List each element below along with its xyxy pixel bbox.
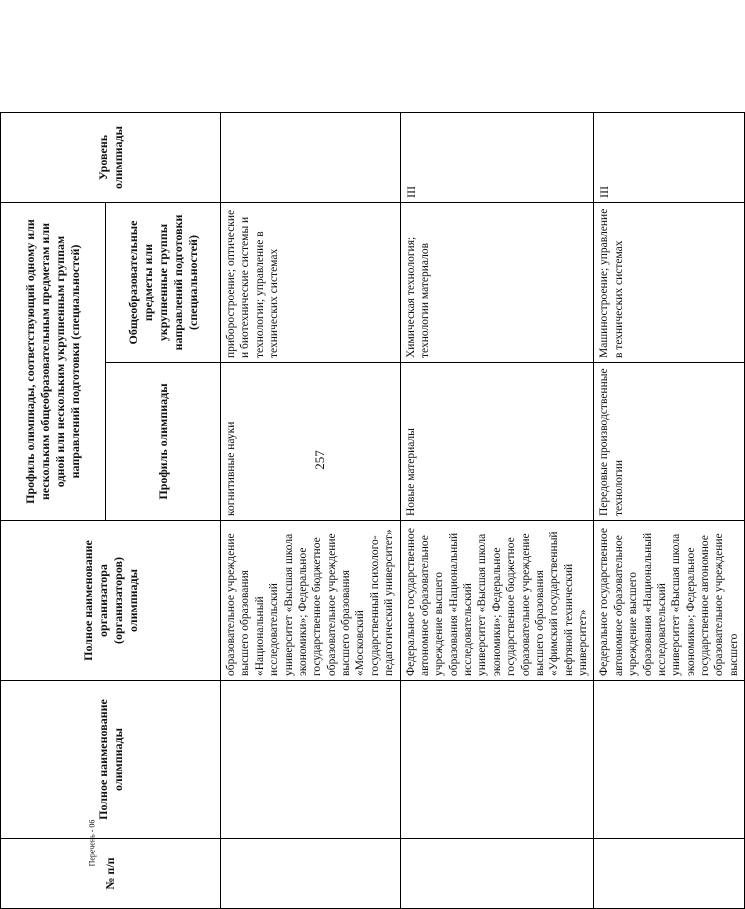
header-num: № п/п bbox=[1, 839, 221, 909]
table-wrap bbox=[0, 113, 740, 909]
cell-subjects: Машиностроение; управление в технических системах bbox=[594, 203, 745, 363]
cell-level bbox=[221, 113, 401, 203]
header-profile-group: Профиль олимпиады, соответствующий одному или нескольким общеобразовательным предметам или одной или нескольким укрупненным группам направлений подготовки (специальностей) bbox=[1, 203, 106, 521]
footer-text: Перечень - 06 bbox=[87, 819, 97, 867]
cell-level: III bbox=[400, 113, 594, 203]
header-row-1 bbox=[1, 113, 106, 909]
header-name: Полное наименование олимпиады bbox=[1, 681, 221, 839]
page-number-text: 257 bbox=[312, 450, 327, 470]
cell-organizer: Федеральное государственное автономное образовательное учреждение высшего образования «Национальный исследовательский университет «Высшая школа экономики»; Федеральное государственное автономное образовательное учреждение высшего bbox=[594, 521, 745, 681]
cell-subjects: Химическая технология; технологии материалов bbox=[400, 203, 594, 363]
header-organizer: Полное наименование организатора (организаторов) олимпиады bbox=[1, 521, 221, 681]
cell-name bbox=[400, 681, 594, 839]
cell-profile: когнитивные науки bbox=[221, 363, 401, 521]
olympiad-table bbox=[0, 112, 745, 909]
header-profile: Профиль олимпиады bbox=[106, 363, 221, 521]
cell-organizer: образовательное учреждение высшего образования «Национальный исследовательский университет «Высшая школа экономики»; Федеральное государственное бюджетное образовательное учреждение высшего образования «Московский государственный психолого-педагогический университет» bbox=[221, 521, 401, 681]
cell-subjects: приборостроение; оптические и биотехнические системы и технологии; управление в технических системах bbox=[221, 203, 401, 363]
footer bbox=[85, 808, 99, 878]
cell-organizer: Федеральное государственное автономное образовательное учреждение высшего образования «Национальный исследовательский университет «Высшая школа экономики»; Федеральное государственное бюджетное образовательное учреждение высшего образования «Уфимский государственный нефтяной технический университет» bbox=[400, 521, 594, 681]
header-level: Уровень олимпиады bbox=[1, 113, 221, 203]
cell-level: III bbox=[594, 113, 745, 203]
header-subjects: Общеобразовательные предметы или укрупненные группы направлений подготовки (специальностей) bbox=[106, 203, 221, 363]
cell-num bbox=[400, 839, 594, 909]
cell-name bbox=[594, 681, 745, 839]
cell-name bbox=[221, 681, 401, 839]
table-row bbox=[400, 113, 594, 909]
table-row bbox=[594, 113, 745, 909]
cell-profile: Новые материалы bbox=[400, 363, 594, 521]
cell-num bbox=[594, 839, 745, 909]
cell-num bbox=[221, 839, 401, 909]
cell-profile: Передовые производственные технологии bbox=[594, 363, 745, 521]
table-row bbox=[221, 113, 401, 909]
